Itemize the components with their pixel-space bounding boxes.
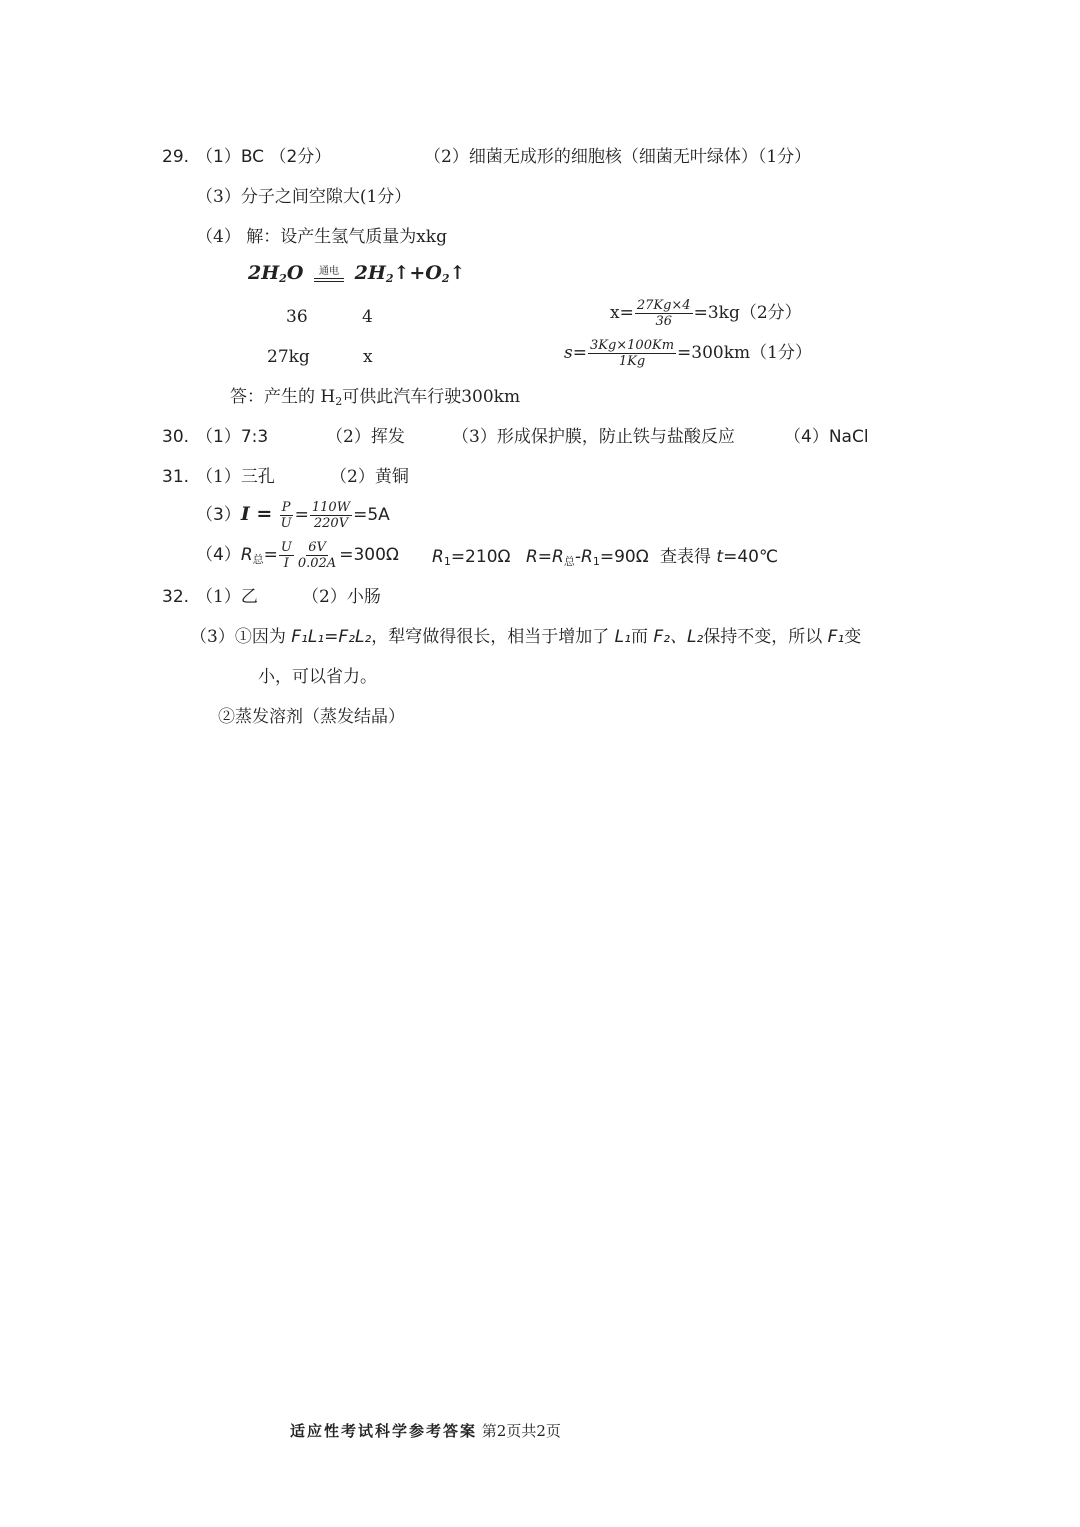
q31-number: 31. [162, 467, 190, 487]
q29-mass-x: x [363, 347, 373, 367]
q31-lookup: 查表得 t=40℃ [660, 547, 779, 567]
page-footer [290, 1420, 561, 1441]
q31-part4: $(4)R_总=$ $\frac{U}{I}$ $\frac{6V}{0.02A}$ =300Ω [196, 540, 399, 571]
q29-calc-s: s= $\frac{3Kg\times 100Km}{1Kg}$ =300km（1分） [564, 338, 812, 369]
q30-part3: （3）形成保护膜，防止铁与盐酸反应 [452, 427, 735, 447]
q31-r: $R=R_总-R_1=90\Omega$ [526, 547, 649, 568]
q30-part2: （2）挥发 [326, 427, 405, 447]
q29-mass-27kg: 27kg [267, 347, 310, 367]
q29-mass-36: 36 [286, 307, 308, 327]
q29-chemical-equation: $2H_2O$ 通电 $2H_2↑+O_2↑$ [248, 262, 466, 285]
q29-part1: （1）BC （2分） [196, 147, 332, 167]
q31-r1: $R_1=210\Omega$ [432, 547, 511, 568]
reaction-condition: 通电 [314, 266, 344, 282]
q29-part4: （4） 解：设产生氢气质量为xkg [196, 227, 447, 247]
footer-page-number: 第2页共2页 [477, 1422, 561, 1440]
footer-title: 适应性考试科学参考答案 [290, 1422, 478, 1440]
q32-part3-line1: （3）①因为 F₁L₁=F₂L₂，犁穹做得很长，相当于增加了 L₁而 F₂、L₂保持不变，所以 F₁变 [190, 627, 862, 647]
q29-number: 29. [162, 147, 190, 167]
q29-answer: 答：产生的 $H_2$可供此汽车行驶300km [230, 387, 521, 408]
q32-part2: （2）小肠 [302, 587, 381, 607]
q31-part2: （2）黄铜 [330, 467, 409, 487]
q30-part4: （4）NaCl [784, 427, 869, 447]
q31-part1: （1）三孔 [196, 467, 275, 487]
q29-calc-x: x= $\frac{27Kg\times 4}{36}$ =3kg（2分） [610, 298, 802, 329]
q32-part3-line2: 小，可以省力。 [258, 667, 377, 687]
q29-part3: （3）分子之间空隙大(1分） [196, 187, 412, 207]
q32-part1: （1）乙 [196, 587, 258, 607]
q30-part1: （1）7:3 [196, 427, 269, 447]
q31-part3: （3）I = $\frac{P}{U}$ = $\frac{110W}{220V}$ =5A [196, 500, 390, 531]
q32-number: 32. [162, 587, 190, 607]
q30-number: 30. [162, 427, 190, 447]
q29-part2: （2）细菌无成形的细胞核（细菌无叶绿体）（1分） [424, 147, 812, 167]
q32-part3-item2: ②蒸发溶剂（蒸发结晶） [218, 707, 405, 727]
q29-mass-4: 4 [362, 307, 373, 327]
